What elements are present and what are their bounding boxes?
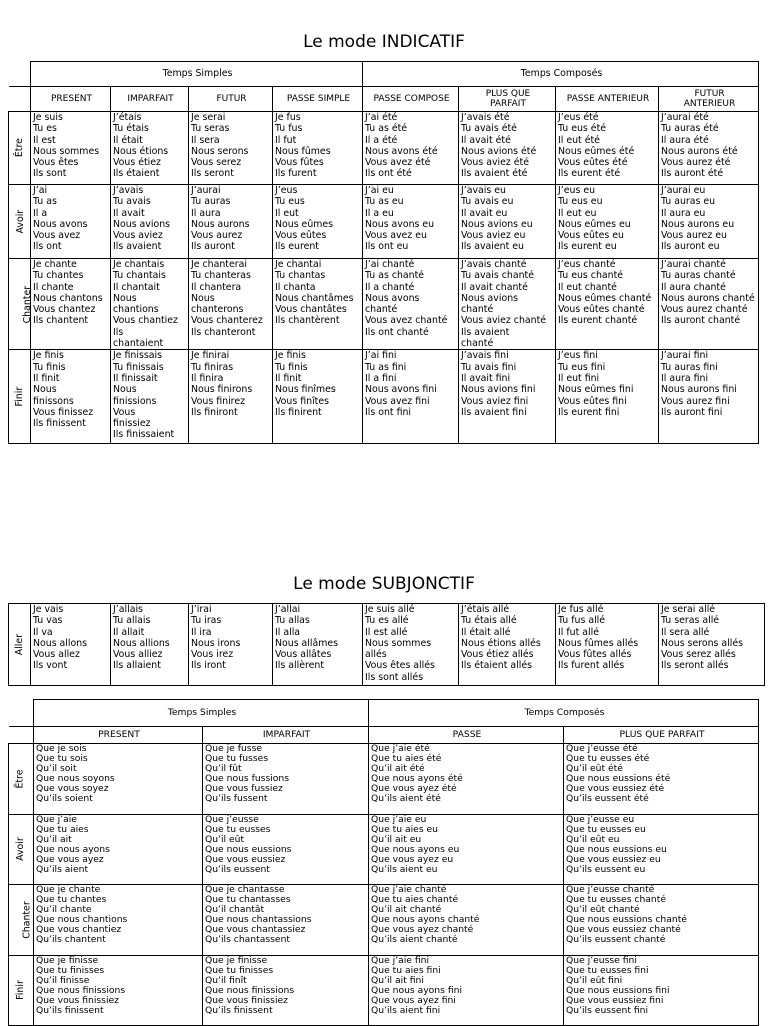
cell: Je serai Tu seras Il sera Nous serons Vous serez Ils seront xyxy=(189,112,273,185)
table-row xyxy=(9,604,765,686)
cell: J’allai Tu allas Il alla Nous allâmes Vous allâtes Ils allèrent xyxy=(273,604,363,686)
header-present: PRESENT xyxy=(31,87,111,112)
cell: J’aurai eu Tu auras eu Il aura eu Nous aurons eu Vous aurez eu Ils auront eu xyxy=(659,185,759,259)
cell: J’avais été Tu avais été Il avait été Nous avions été Vous aviez été Ils avaient été xyxy=(459,112,556,185)
row-label-etre: Être xyxy=(9,744,34,815)
cell: J’allais Tu allais Il allait Nous allions Vous alliez Ils allaient xyxy=(111,604,189,686)
row-label-avoir: Avoir xyxy=(9,185,31,259)
cell: J’eus chanté Tu eus chanté Il eut chanté Nous eûmes chanté Vous eûtes chanté Ils eurent chanté xyxy=(556,259,659,350)
cell: Que je chantasse Que tu chantasses Qu’il chantât Que nous chantassions Que vous chantassiez Qu’ils chantassent xyxy=(203,885,369,956)
group-temps-composes: Temps Composés xyxy=(363,62,759,87)
table-row xyxy=(9,815,759,885)
group-temps-simples: Temps Simples xyxy=(34,700,369,727)
corner-cell xyxy=(9,87,31,112)
header-imparfait: IMPARFAIT xyxy=(111,87,189,112)
cell: J’aurai fini Tu auras fini Il aura fini Nous aurons fini Vous aurez fini Ils auront fini xyxy=(659,350,759,444)
cell: J’eus Tu eus Il eut Nous eûmes Vous eûtes Ils eurent xyxy=(273,185,363,259)
cell: Que j’eusse Que tu eusses Qu’il eût Que nous eussions Que vous eussiez Qu’ils eussent xyxy=(203,815,369,885)
row-label-etre: Être xyxy=(9,112,31,185)
cell: J’aurai été Tu auras été Il aura été Nous aurons été Vous aurez été Ils auront été xyxy=(659,112,759,185)
cell: J’eus été Tu eus été Il eut été Nous eûmes été Vous eûtes été Ils eurent été xyxy=(556,112,659,185)
table-row xyxy=(9,259,759,350)
subjonctif-table xyxy=(8,699,759,1026)
corner-cell xyxy=(9,62,31,87)
cell: Je chantai Tu chantas Il chanta Nous chantâmes Vous chantâtes Ils chantèrent xyxy=(273,259,363,350)
cell: J’étais allé Tu étais allé Il était allé Nous étions allés Vous étiez allés Ils étaient allés xyxy=(459,604,556,686)
header-passe-anterieur: PASSE ANTERIEUR xyxy=(556,87,659,112)
row-label-finir: Finir xyxy=(9,956,34,1026)
cell: Je fus allé Tu fus allé Il fut allé Nous fûmes allés Vous fûtes allés Ils furent allés xyxy=(556,604,659,686)
header-plus-que-parfait: PLUS QUE PARFAIT xyxy=(564,727,759,744)
cell: Que j’eusse chanté Que tu eusses chanté Qu’il eût chanté Que nous eussions chanté Que vous eussiez chanté Qu’ils eussent chanté xyxy=(564,885,759,956)
cell: Que j’eusse eu Que tu eusses eu Qu’il eût eu Que nous eussions eu Que vous eussiez eu Qu’ils eussent eu xyxy=(564,815,759,885)
header-passe-simple: PASSE SIMPLE xyxy=(273,87,363,112)
cell: Je finissais Tu finissais Il finissait Nous finissions Vous finissiez Ils finissaient xyxy=(111,350,189,444)
cell: Je suis Tu es Il est Nous sommes Vous êtes Ils sont xyxy=(31,112,111,185)
cell: Je fus Tu fus Il fut Nous fûmes Vous fûtes Ils furent xyxy=(273,112,363,185)
header-passe: PASSE xyxy=(369,727,564,744)
cell: J’eus fini Tu eus fini Il eut fini Nous eûmes fini Vous eûtes fini Ils eurent fini xyxy=(556,350,659,444)
cell: Que j’aie eu Que tu aies eu Qu’il ait eu Que nous ayons eu Que vous ayez eu Qu’ils aient eu xyxy=(369,815,564,885)
row-label-chanter: Chanter xyxy=(9,885,34,956)
cell: Que j’aie Que tu aies Qu’il ait Que nous ayons Que vous ayez Qu’ils aient xyxy=(34,815,203,885)
cell: Je finirai Tu finiras Il finira Nous finirons Vous finirez Ils finiront xyxy=(189,350,273,444)
header-imparfait: IMPARFAIT xyxy=(203,727,369,744)
cell: J’ai chanté Tu as chanté Il a chanté Nous avons chanté Vous avez chanté Ils ont chanté xyxy=(363,259,459,350)
cell: Je chante Tu chantes Il chante Nous chantons Vous chantez Ils chantent xyxy=(31,259,111,350)
cell: J’ai fini Tu as fini Il a fini Nous avons fini Vous avez fini Ils ont fini xyxy=(363,350,459,444)
cell: Que j’eusse fini Que tu eusses fini Qu’il eût fini Que nous eussions fini Que vous eussiez fini Qu’ils eussent fini xyxy=(564,956,759,1026)
cell: Je serai allé Tu seras allé Il sera allé Nous serons allés Vous serez allés Ils seront allés xyxy=(659,604,765,686)
corner-cell xyxy=(9,700,34,727)
cell: Je finis Tu finis Il finit Nous finissons Vous finissez Ils finissent xyxy=(31,350,111,444)
cell: Que j’aie fini Que tu aies fini Qu’il ait fini Que nous ayons fini Que vous ayez fini Qu’ils aient fini xyxy=(369,956,564,1026)
cell: Que je sois Que tu sois Qu’il soit Que nous soyons Que vous soyez Qu’ils soient xyxy=(34,744,203,815)
cell: J’aurai chanté Tu auras chanté Il aura chanté Nous aurons chanté Vous aurez chanté Ils auront chanté xyxy=(659,259,759,350)
cell: Que je fusse Que tu fusses Qu’il fût Que nous fussions Que vous fussiez Qu’ils fussent xyxy=(203,744,369,815)
cell: J’ai eu Tu as eu Il a eu Nous avons eu Vous avez eu Ils ont eu xyxy=(363,185,459,259)
cell: Que j’aie chanté Que tu aies chanté Qu’il ait chanté Que nous ayons chanté Que vous ayez chanté Qu’ils aient chanté xyxy=(369,885,564,956)
cell: Que j’aie été Que tu aies été Qu’il ait été Que nous ayons été Que vous ayez été Qu’ils aient été xyxy=(369,744,564,815)
cell: J’avais eu Tu avais eu Il avait eu Nous avions eu Vous aviez eu Ils avaient eu xyxy=(459,185,556,259)
corner-cell xyxy=(9,727,34,744)
cell: J’ai été Tu as été Il a été Nous avons été Vous avez été Ils ont été xyxy=(363,112,459,185)
cell: J’étais Tu étais Il était Nous étions Vous étiez Ils étaient xyxy=(111,112,189,185)
cell: Je vais Tu vas Il va Nous allons Vous allez Ils vont xyxy=(31,604,111,686)
cell: J’avais fini Tu avais fini Il avait fini Nous avions fini Vous aviez fini Ils avaient fini xyxy=(459,350,556,444)
header-plus-que-parfait: PLUS QUE PARFAIT xyxy=(459,87,556,112)
row-label-finir: Finir xyxy=(9,350,31,444)
cell: Je chantais Tu chantais Il chantait Nous chantions Vous chantiez Ils chantaient xyxy=(111,259,189,350)
cell: J’ai Tu as Il a Nous avons Vous avez Ils ont xyxy=(31,185,111,259)
cell: Je finis Tu finis Il finit Nous finîmes Vous finîtes Ils finirent xyxy=(273,350,363,444)
table-row xyxy=(9,350,759,444)
cell: Que je finisse Que tu finisses Qu’il finisse Que nous finissions Que vous finissiez Qu’ils finissent xyxy=(34,956,203,1026)
group-temps-composes: Temps Composés xyxy=(369,700,759,727)
cell: Je chanterai Tu chanteras Il chantera Nous chanterons Vous chanterez Ils chanteront xyxy=(189,259,273,350)
table-row xyxy=(9,744,759,815)
cell: J’irai Tu iras Il ira Nous irons Vous irez Ils iront xyxy=(189,604,273,686)
table-row xyxy=(9,885,759,956)
cell: J’avais Tu avais Il avait Nous avions Vous aviez Ils avaient xyxy=(111,185,189,259)
group-temps-simples: Temps Simples xyxy=(31,62,363,87)
cell: Que je finisse Que tu finisses Qu’il finît Que nous finissions Que vous finissiez Qu’ils finissent xyxy=(203,956,369,1026)
cell: J’aurai Tu auras Il aura Nous aurons Vous aurez Ils auront xyxy=(189,185,273,259)
subjonctif-title: Le mode SUBJONCTIF xyxy=(293,574,475,594)
table-row xyxy=(9,185,759,259)
table-row xyxy=(9,956,759,1026)
aller-table xyxy=(8,603,765,686)
cell: Je suis allé Tu es allé Il est allé Nous sommes allés Vous êtes allés Ils sont allés xyxy=(363,604,459,686)
cell: Que j’eusse été Que tu eusses été Qu’il eût été Que nous eussions été Que vous eussiez été Qu’ils eussent été xyxy=(564,744,759,815)
row-label-avoir: Avoir xyxy=(9,815,34,885)
header-futur: FUTUR xyxy=(189,87,273,112)
cell: Que je chante Que tu chantes Qu’il chante Que nous chantions Que vous chantiez Qu’ils chantent xyxy=(34,885,203,956)
cell: J’avais chanté Tu avais chanté Il avait chanté Nous avions chanté Vous aviez chanté Ils avaient chanté xyxy=(459,259,556,350)
cell: J’eus eu Tu eus eu Il eut eu Nous eûmes eu Vous eûtes eu Ils eurent eu xyxy=(556,185,659,259)
row-label-chanter: Chanter xyxy=(9,259,31,350)
indicatif-title: Le mode INDICATIF xyxy=(303,32,465,52)
table-row xyxy=(9,112,759,185)
indicatif-table xyxy=(8,61,759,444)
row-label-aller: Aller xyxy=(9,604,31,686)
header-futur-anterieur: FUTUR ANTERIEUR xyxy=(659,87,759,112)
header-present: PRESENT xyxy=(34,727,203,744)
header-passe-compose: PASSE COMPOSE xyxy=(363,87,459,112)
